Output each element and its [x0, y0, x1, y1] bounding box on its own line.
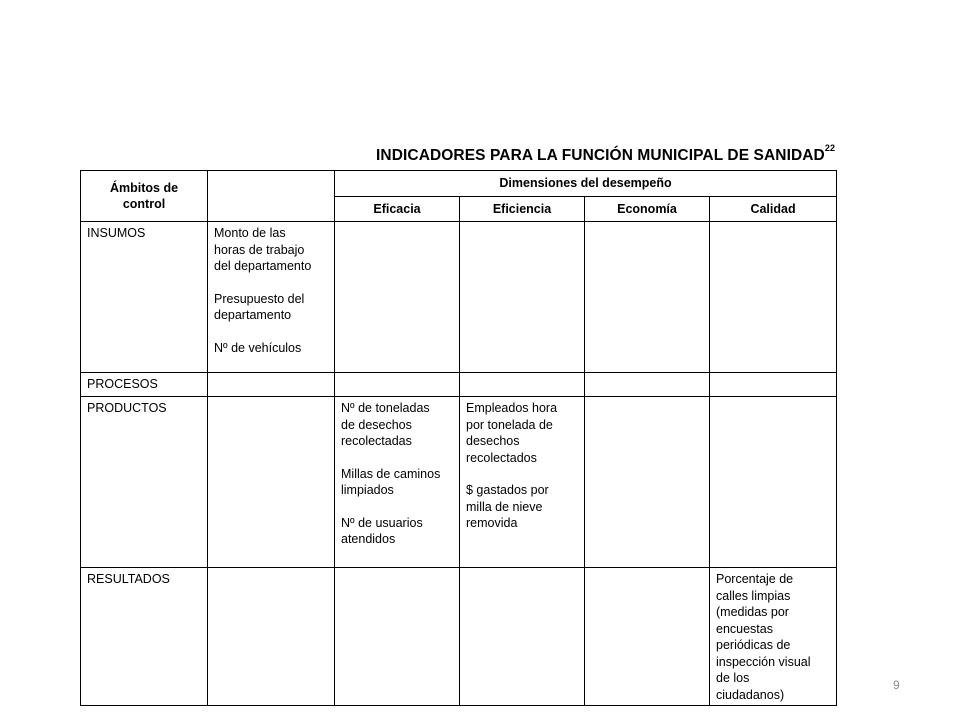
- table-cell: [710, 397, 837, 568]
- header-row-1: [81, 171, 837, 197]
- footnote-marker: 22: [824, 143, 836, 153]
- header-economia: Economía: [585, 197, 710, 222]
- row-label-procesos: PROCESOS: [81, 373, 208, 397]
- insumos-description: Monto de las horas de trabajo del departamento Presupuesto del departamento Nº de vehículos: [208, 222, 335, 373]
- table-cell: [585, 568, 710, 706]
- table-cell: [585, 397, 710, 568]
- table-cell: [335, 568, 460, 706]
- table-cell: [460, 373, 585, 397]
- row-label-insumos: INSUMOS: [81, 222, 208, 373]
- header-ambitos: Ámbitos de control: [81, 171, 208, 222]
- header-blank-cell: [208, 171, 335, 222]
- indicators-table: [80, 170, 837, 706]
- row-procesos: [81, 373, 837, 397]
- table-cell: [335, 373, 460, 397]
- table-cell: [585, 222, 710, 373]
- table-cell: [460, 568, 585, 706]
- resultados-calidad: Porcentaje de calles limpias (medidas por encuestas periódicas de inspección visual de los ciudadanos): [710, 568, 837, 706]
- header-dimensiones: Dimensiones del desempeño: [335, 171, 837, 197]
- row-label-productos: PRODUCTOS: [81, 397, 208, 568]
- header-calidad: Calidad: [710, 197, 837, 222]
- table-cell: [585, 373, 710, 397]
- page-number: 9: [893, 678, 900, 692]
- table-title-text: INDICADORES PARA LA FUNCIÓN MUNICIPAL DE SANIDAD: [376, 147, 825, 165]
- header-eficiencia: Eficiencia: [460, 197, 585, 222]
- row-productos: [81, 397, 837, 568]
- row-resultados: [81, 568, 837, 706]
- row-label-resultados: RESULTADOS: [81, 568, 208, 706]
- header-eficacia: Eficacia: [335, 197, 460, 222]
- table-cell: [460, 222, 585, 373]
- table-cell: [208, 373, 335, 397]
- table-title: [376, 143, 836, 165]
- table-cell: [335, 222, 460, 373]
- table-cell: [710, 373, 837, 397]
- productos-eficiencia: Empleados hora por tonelada de desechos recolectados $ gastados por milla de nieve removida: [460, 397, 585, 568]
- row-insumos: [81, 222, 837, 373]
- table-cell: [710, 222, 837, 373]
- productos-eficacia: Nº de toneladas de desechos recolectadas Millas de caminos limpiados Nº de usuarios atendidos: [335, 397, 460, 568]
- table-cell: [208, 397, 335, 568]
- table-cell: [208, 568, 335, 706]
